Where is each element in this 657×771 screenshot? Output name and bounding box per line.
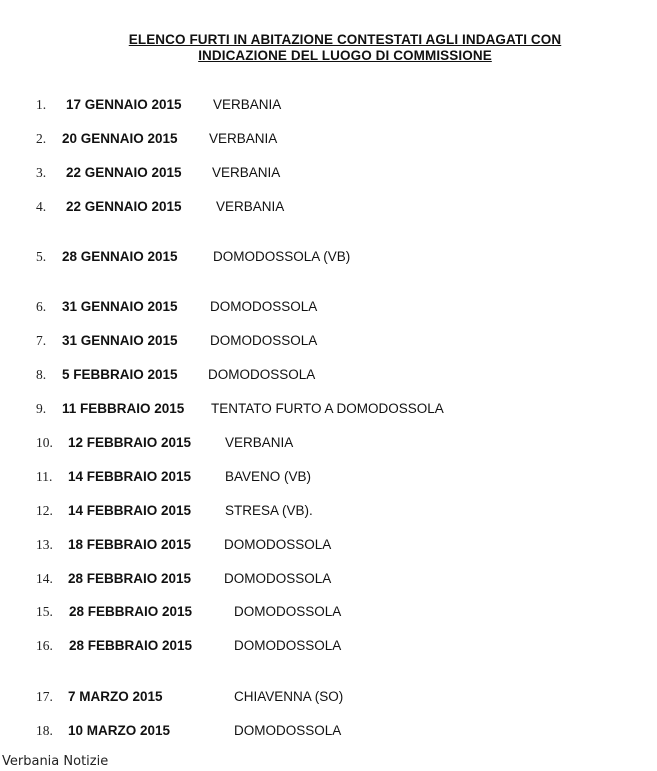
item-number: 13. [36, 537, 53, 552]
item-place: DOMODOSSOLA [208, 367, 316, 382]
item-date: 31 GENNAIO 2015 [62, 299, 178, 314]
item-place: CHIAVENNA (SO) [234, 689, 344, 704]
item-date: 11 FEBBRAIO 2015 [62, 401, 185, 416]
item-place: VERBANIA [209, 131, 278, 146]
item-number: 14. [36, 571, 53, 586]
item-date: 5 FEBBRAIO 2015 [62, 367, 178, 382]
document-title [0, 32, 657, 64]
title-line-1: ELENCO FURTI IN ABITAZIONE CONTESTATI AGLI INDAGATI CON [128, 32, 562, 47]
item-place: DOMODOSSOLA (VB) [213, 249, 351, 264]
item-number: 4. [36, 199, 47, 214]
item-date: 10 MARZO 2015 [68, 723, 171, 738]
item-place: DOMODOSSOLA [234, 638, 342, 653]
item-date: 28 FEBBRAIO 2015 [68, 571, 192, 586]
item-number: 16. [36, 638, 53, 653]
item-date: 22 GENNAIO 2015 [66, 165, 182, 180]
item-date: 22 GENNAIO 2015 [66, 199, 182, 214]
item-number: 12. [36, 503, 53, 518]
item-place: DOMODOSSOLA [224, 537, 332, 552]
item-date: 7 MARZO 2015 [68, 689, 163, 704]
item-date: 14 FEBBRAIO 2015 [68, 503, 192, 518]
item-place: VERBANIA [212, 165, 281, 180]
item-place: DOMODOSSOLA [210, 333, 318, 348]
item-place: BAVENO (VB) [225, 469, 312, 484]
item-number: 5. [36, 249, 47, 264]
item-date: 18 FEBBRAIO 2015 [68, 537, 192, 552]
item-date: 12 FEBBRAIO 2015 [68, 435, 192, 450]
item-number: 2. [36, 131, 47, 146]
item-number: 1. [36, 97, 47, 112]
item-place: DOMODOSSOLA [234, 723, 342, 738]
item-number: 9. [36, 401, 47, 416]
item-number: 15. [36, 604, 53, 619]
item-date: 14 FEBBRAIO 2015 [68, 469, 192, 484]
item-number: 10. [36, 435, 53, 450]
item-date: 28 GENNAIO 2015 [62, 249, 178, 264]
item-date: 31 GENNAIO 2015 [62, 333, 178, 348]
item-place: VERBANIA [216, 199, 285, 214]
item-date: 20 GENNAIO 2015 [62, 131, 178, 146]
watermark-text: Verbania Notizie [2, 754, 109, 769]
item-place: DOMODOSSOLA [210, 299, 318, 314]
item-number: 6. [36, 299, 47, 314]
item-date: 17 GENNAIO 2015 [66, 97, 182, 112]
item-place: VERBANIA [213, 97, 282, 112]
item-number: 18. [36, 723, 53, 738]
title-line-2: INDICAZIONE DEL LUOGO DI COMMISSIONE [198, 48, 492, 63]
item-number: 17. [36, 689, 53, 704]
item-date: 28 FEBBRAIO 2015 [69, 604, 193, 619]
item-place: TENTATO FURTO A DOMODOSSOLA [211, 401, 444, 416]
item-number: 11. [36, 469, 53, 484]
item-place: DOMODOSSOLA [234, 604, 342, 619]
item-place: STRESA (VB). [225, 503, 313, 518]
item-date: 28 FEBBRAIO 2015 [69, 638, 193, 653]
item-place: VERBANIA [225, 435, 294, 450]
item-number: 3. [36, 165, 47, 180]
item-number: 7. [36, 333, 47, 348]
item-number: 8. [36, 367, 47, 382]
item-place: DOMODOSSOLA [224, 571, 332, 586]
